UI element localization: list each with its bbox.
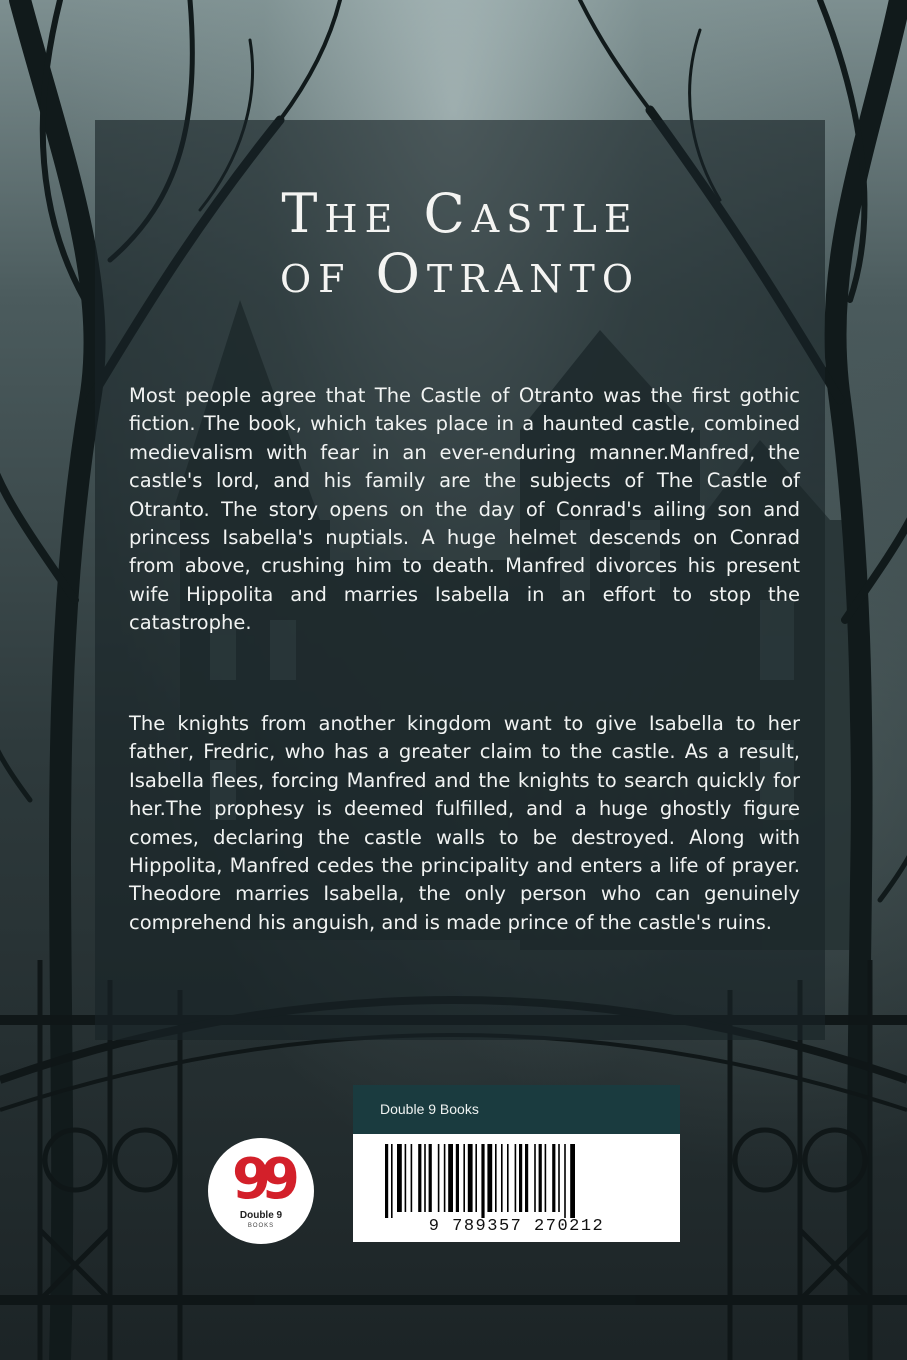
barcode-bar [391,1144,393,1218]
barcode-bar [456,1144,459,1212]
barcode-bar [545,1144,547,1212]
barcode-bar [444,1144,446,1212]
barcode-bar [501,1144,503,1212]
barcode-bar [519,1144,522,1212]
barcode-bar [558,1144,560,1212]
publisher-logo [208,1138,314,1244]
barcode-bar [481,1144,484,1218]
barcode-bar [411,1144,413,1212]
barcode-bar [405,1144,407,1212]
barcode-bar [448,1144,453,1212]
barcode-bar [475,1144,477,1212]
barcode-box [353,1134,680,1242]
logo-word: Double 9 [239,1210,283,1221]
barcode-bar [468,1144,473,1212]
title-line-2: of Otranto [279,241,641,305]
publisher-bar [353,1085,680,1134]
barcode-bar [385,1144,388,1218]
barcode-bar [534,1144,536,1212]
barcode-bar [463,1144,465,1212]
book-title [95,184,825,303]
logo-subword: BOOKS [247,1223,275,1229]
barcode-bar [564,1144,566,1218]
barcode-bar [438,1144,440,1212]
title-line-1: The Castle [281,182,639,246]
barcode-bar [418,1144,421,1212]
logo-numerals: 99 [232,1147,290,1212]
isbn-number: 9 789357 270212 [428,1217,605,1236]
barcode-bar [429,1144,432,1212]
barcode-bar [552,1144,555,1212]
blurb-paragraph-1: Most people agree that The Castle of Otranto was the first gothic fiction. The book, which takes place in a haunted castle, combined medievalism with fear in an ever-enduring manner.Manfred, the castle's lord, and his family are the subjects of The Castle of Otranto. The story opens on the day of Conrad's ailing son and princess Isabella's nuptials. A huge helmet descends on Conrad from above, crushing him to death. Manfred divorces his present wife Hippolita and marries Isabella in an effort to stop the catastrophe. [129,384,800,635]
barcode-bar [570,1144,575,1218]
blurb-paragraph-2: The knights from another kingdom want to give Isabella to her father, Fredric, who has a greater claim to the castle. As a result, Isabella flees, forcing Manfred and the knights to search quickly for her.The prophesy is deemed fulfilled, and a huge ghostly figure comes, declaring the castle walls to be destroyed. Along with Hippolita, Manfred cedes the principality and enters a life of prayer. Theodore marries Isabella, the only person who can genuinely comprehend his anguish, and is made prince of the castle's ruins. [129,712,800,934]
barcode-bar [495,1144,497,1212]
barcode-bar [397,1144,402,1212]
barcode-bar [487,1144,492,1212]
barcode-bar [539,1144,542,1212]
barcode-bar [525,1144,528,1212]
barcode-bar [515,1144,517,1212]
barcode-bar [507,1144,509,1212]
barcode-bar [424,1144,426,1212]
publisher-name: Double 9 Books [380,1101,479,1117]
